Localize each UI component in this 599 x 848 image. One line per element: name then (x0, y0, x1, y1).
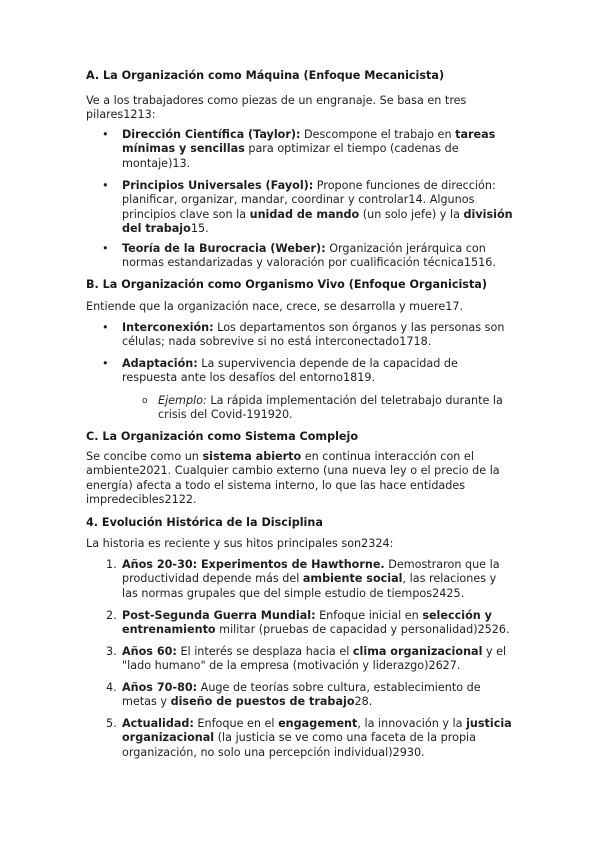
bullet-marker: • (102, 179, 109, 192)
section-4-intro: La historia es reciente y sus hitos principales son2324: (86, 537, 394, 550)
list-item: • Dirección Científica (Taylor): Descompone el trabajo en tareas mínimas y sencillas para optimizar el tiempo (cadenas de montaje)13. (102, 128, 496, 170)
section-a-intro: Ve a los trabajadores como piezas de un engranaje. Se basa en tres pilares1213: (86, 94, 467, 122)
bullet-marker: • (102, 357, 109, 370)
list-item: • Teoría de la Burocracia (Weber): Organización jerárquica con normas estandarizadas y valoración por cualificación técnica1516. (102, 242, 496, 270)
numbered-item: 1. Años 20-30: Experimentos de Hawthorne. Demostraron que la productividad depende más del ambiente social, las relaciones y las normas grupales que del simple estudio de tiempos2425. (106, 558, 500, 600)
bullet-marker: • (102, 128, 109, 141)
list-item: • Interconexión: Los departamentos son órganos y las personas son células; nada sobrevive si no está interconectado1718. (102, 321, 505, 349)
bullet-marker: • (102, 242, 109, 255)
section-a-heading: A. La Organización como Máquina (Enfoque Mecanicista) (86, 69, 445, 82)
section-4-heading: 4. Evolución Histórica de la Disciplina (86, 516, 323, 529)
numbered-item: 4. Años 70-80: Auge de teorías sobre cultura, establecimiento de metas y diseño de puestos de trabajo28. (106, 681, 481, 709)
section-b-heading: B. La Organización como Organismo Vivo (Enfoque Organicista) (86, 278, 487, 291)
numbered-item: 3. Años 60: El interés se desplaza hacia el clima organizacional y el "lado humano" de la empresa (motivación y liderazgo)2627. (106, 645, 507, 673)
section-c-heading: C. La Organización como Sistema Complejo (86, 430, 359, 443)
section-c-body: Se concibe como un sistema abierto en continua interacción con el ambiente2021. Cualquier cambio externo (una nueva ley o el precio de la energía) afecta a todo el sistema interno, lo que las hace entidades impredecibles2122. (86, 450, 500, 507)
section-b-intro: Entiende que la organización nace, crece, se desarrolla y muere17. (86, 300, 464, 313)
numbered-item: 5. Actualidad: Enfoque en el engagement, la innovación y la justicia organizacional (la justicia se ve como una faceta de la propia organización, no solo una percepción individual)2930. (106, 717, 512, 759)
sub-list-item: o Ejemplo: La rápida implementación del teletrabajo durante la crisis del Covid-191920. (142, 394, 503, 422)
list-item: • Principios Universales (Fayol): Propone funciones de dirección: planificar, organizar, mandar, coordinar y controlar14. Algunos principios clave son la unidad de mando (un solo jefe) y la división del trabajo15. (102, 179, 513, 236)
sub-bullet-marker: o (142, 396, 148, 406)
numbered-item: 2. Post-Segunda Guerra Mundial: Enfoque inicial en selección y entrenamiento militar (pruebas de capacidad y personalidad)2526. (106, 609, 510, 637)
list-item: • Adaptación: La supervivencia depende de la capacidad de respuesta ante los desafíos del entorno1819. (102, 357, 458, 385)
bullet-marker: • (102, 321, 109, 334)
